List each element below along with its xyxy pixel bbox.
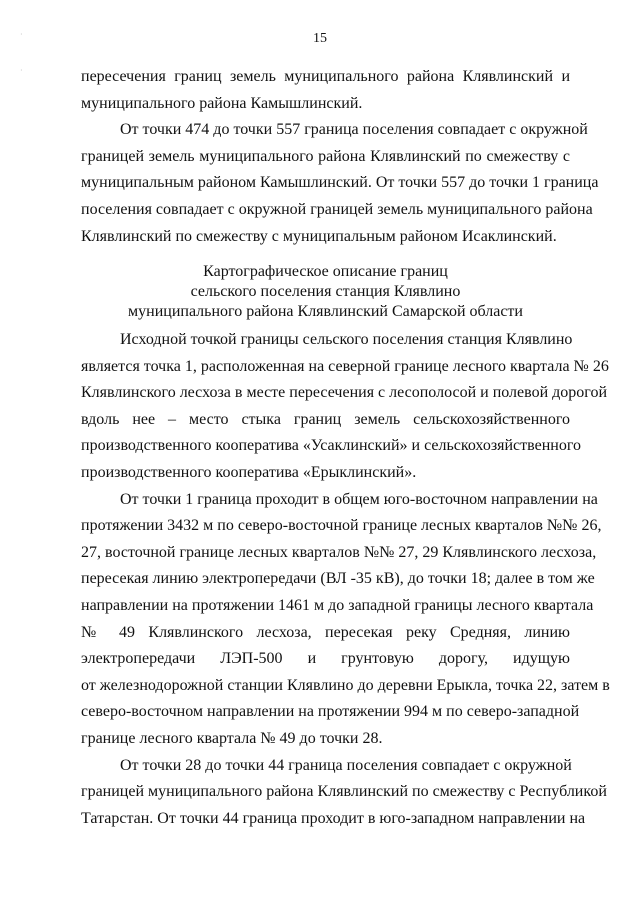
text-block-intro: [81, 64, 599, 250]
heading-line: муниципального района Клявлинский Самарской области: [128, 303, 523, 320]
text-line: производственного кооператива «Усаклинский» и сельскохозяйственного: [81, 437, 581, 455]
text-line: муниципальным районом Камышлинский. От точки 557 до точки 1 граница: [81, 174, 599, 192]
text-line: От точки 1 граница проходит в общем юго-восточном направлении на: [120, 490, 598, 508]
text-line: поселения совпадает с окружной границей земель муниципального района: [81, 200, 593, 218]
text-line: протяжении 3432 м по северо-восточной границе лесных кварталов №№ 26,: [81, 517, 602, 535]
text-line: № 49 Клявлинского лесхоза, пересекая реку Средняя, линию: [81, 623, 570, 641]
heading-line: Картографическое описание границ: [203, 263, 448, 280]
text-line: Татарстан. От точки 44 граница проходит в юго-западном направлении на: [81, 809, 586, 827]
text-line: от железнодорожной станции Клявлино до деревни Ерыкла, точка 22, затем в: [81, 676, 610, 694]
text-line: северо-восточном направлении на протяжении 994 м по северо-западной: [81, 703, 580, 721]
text-line: электропередачи ЛЭП-500 и грунтовую дорогу, идущую: [81, 650, 570, 668]
text-line: От точки 474 до точки 557 граница поселения совпадает с окружной: [120, 121, 588, 139]
page-number: 15: [313, 31, 327, 46]
text-line: границей земель муниципального района Клявлинский по смежеству с: [81, 147, 570, 165]
text-block-description: [81, 327, 610, 832]
text-line: направлении на протяжении 1461 м до западной границы лесного квартала: [81, 596, 594, 614]
text-line: границе лесного квартала № 49 до точки 28.: [81, 729, 383, 747]
section-heading: [81, 262, 570, 322]
text-line: 27, восточной границе лесных кварталов №№ 27, 29 Клявлинского лесхоза,: [81, 543, 597, 561]
text-line: производственного кооператива «Ерыклинский».: [81, 463, 417, 481]
text-line: пересекая линию электропередачи (ВЛ -35 кВ), до точки 18; далее в том же: [81, 570, 595, 588]
text-line: От точки 28 до точки 44 граница поселения совпадает с окружной: [120, 756, 572, 774]
text-line: Клявлинского лесхоза в месте пересечения с лесополосой и полевой дорогой: [81, 384, 608, 402]
text-line: границей муниципального района Клявлинский по смежеству с Республикой: [81, 783, 607, 801]
text-line: пересечения границ земель муниципального района Клявлинский и: [81, 68, 570, 85]
text-line: Исходной точкой границы сельского поселения станция Клявлино: [120, 331, 573, 348]
text-line: муниципального района Камышлинский.: [81, 94, 363, 112]
text-line: вдоль нее – место стыка границ земель сельскохозяйственного: [81, 410, 570, 428]
text-line: Клявлинский по смежеству с муниципальным районом Исаклинский.: [81, 227, 557, 245]
margin-marks: · ·: [20, 30, 23, 75]
text-line: является точка 1, расположенная на северной границе лесного квартала № 26: [81, 357, 609, 375]
heading-line: сельского поселения станция Клявлино: [190, 283, 461, 300]
